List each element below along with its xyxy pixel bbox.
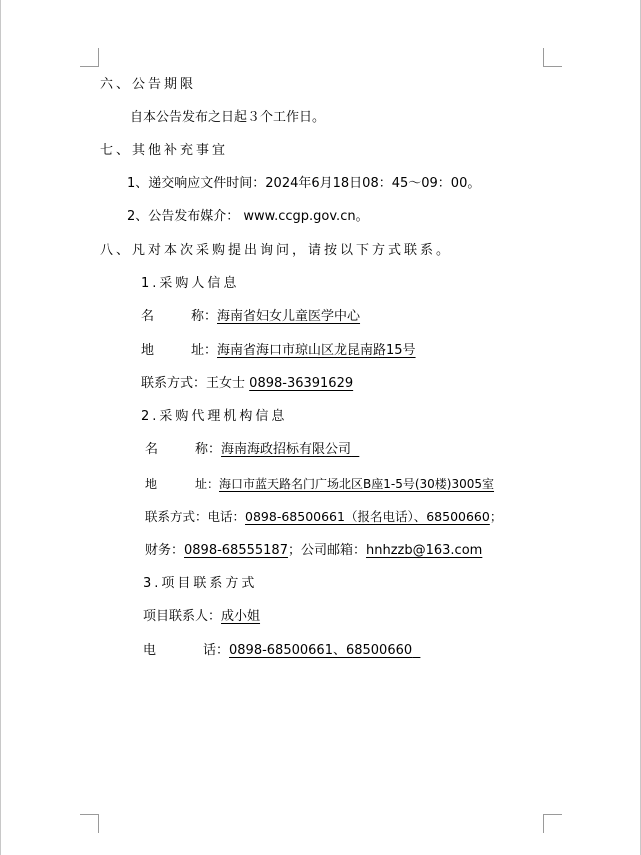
purchaser-name-row — [141, 309, 360, 325]
agency-addr-value: 海口市蓝天路名门广场北区B座1-5号(30楼)3005室 — [219, 477, 495, 491]
agency-address-row — [145, 476, 494, 492]
section7-heading: 七、其他补充事宜 — [100, 143, 229, 158]
project-phone-label-1: 电 — [143, 643, 157, 658]
purchaser-addr-label-2: 址： — [191, 343, 218, 358]
agency-addr-label-1: 地 — [145, 477, 158, 491]
purchaser-name-label-1: 名 — [141, 309, 155, 324]
project-phone-value: 0898-68500661、68500660 — [229, 643, 413, 658]
purchaser-contact-label: 联系方式： — [141, 376, 207, 391]
agency-addr-label-2: 址： — [195, 477, 220, 491]
purchaser-contact-phone: 0898-36391629 — [249, 376, 354, 391]
agency-name-row — [145, 442, 359, 458]
project-person-label: 项目联系人： — [143, 609, 222, 624]
crop-mark-top-right — [543, 48, 562, 67]
project-title: 3.项目联系方式 — [143, 576, 258, 591]
purchaser-address-row — [141, 343, 416, 359]
section7-item2: 2、公告发布媒介： www.ccgp.gov.cn。 — [127, 209, 369, 224]
crop-mark-bottom-left — [80, 814, 99, 833]
crop-mark-bottom-right — [543, 814, 562, 833]
purchaser-title: 1.采购人信息 — [141, 276, 240, 291]
purchaser-addr-value: 海南省海口市琼山区龙昆南路15号 — [217, 343, 416, 358]
section6-heading: 六、公告期限 — [100, 77, 197, 92]
agency-title: 2.采购代理机构信息 — [141, 409, 288, 424]
purchaser-contact-person: 王女士 — [206, 376, 246, 391]
section8-heading: 八、凡对本次采购提出询问，请按以下方式联系。 — [100, 243, 453, 258]
agency-name-underline-pad — [351, 442, 359, 457]
agency-email-label: ；公司邮箱： — [287, 543, 366, 558]
purchaser-name-label-2: 称： — [191, 309, 218, 324]
agency-contact-label: 联系方式：电话： — [145, 509, 246, 524]
agency-finance-row — [145, 543, 482, 559]
project-phone-underline-pad — [412, 643, 420, 658]
agency-contact-tail: ； — [489, 509, 503, 524]
purchaser-addr-label-1: 地 — [141, 343, 155, 358]
section6-body: 自本公告发布之日起３个工作日。 — [130, 110, 326, 125]
agency-contact-phone: 0898-68500661（报名电话）、68500660 — [245, 509, 490, 524]
section7-item1: 1、递交响应文件时间：2024年6月18日08：45～09：00。 — [127, 176, 481, 191]
project-phone-row — [143, 643, 420, 659]
purchaser-name-value: 海南省妇女儿童医学中心 — [217, 309, 361, 324]
agency-name-label-1: 名 — [145, 442, 159, 457]
project-person-value: 成小姐 — [221, 609, 261, 624]
purchaser-contact-row — [141, 376, 353, 392]
project-person-row — [143, 609, 260, 625]
agency-finance-phone: 0898-68555187 — [184, 543, 288, 558]
agency-finance-label: 财务： — [145, 543, 185, 558]
agency-email-value: hnhzzb@163.com — [365, 543, 483, 558]
agency-contact-row — [145, 509, 502, 525]
crop-mark-top-left — [80, 48, 99, 67]
project-phone-label-2: 话： — [203, 643, 230, 658]
agency-name-value: 海南海政招标有限公司 — [221, 442, 352, 457]
agency-name-label-2: 称： — [195, 442, 222, 457]
